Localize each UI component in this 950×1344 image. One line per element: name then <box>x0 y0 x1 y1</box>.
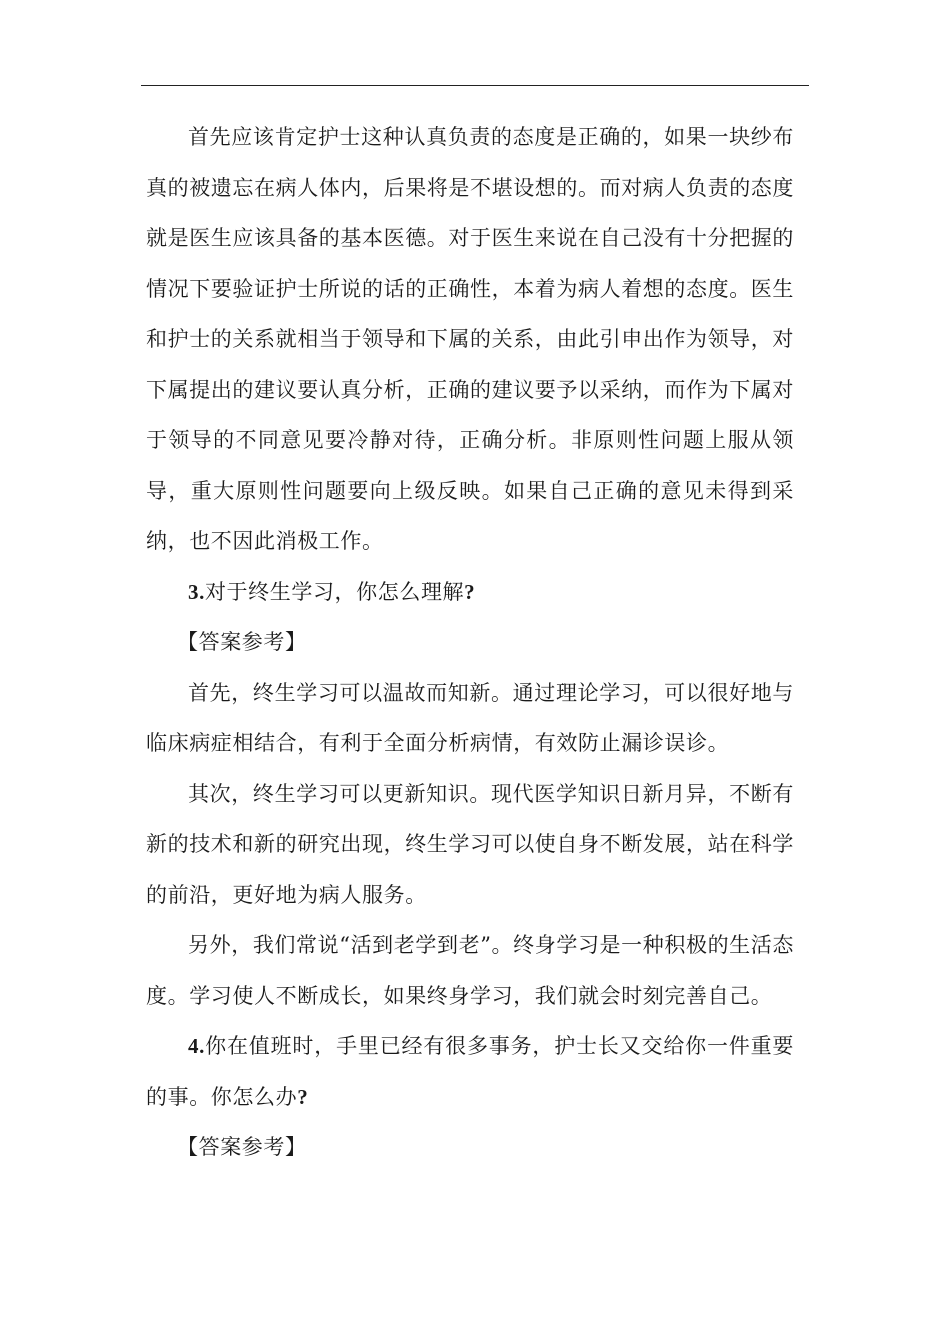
answer-label-2: 【答案参考】 <box>177 1135 307 1159</box>
question-4-number: 4. <box>188 1034 205 1058</box>
question-3-text: 对于终生学习，你怎么理解 <box>204 579 465 604</box>
answer-label-1: 【答案参考】 <box>177 630 307 654</box>
header-rule <box>141 85 809 86</box>
question-3-mark: ? <box>464 579 476 604</box>
paragraph-4: 另外，我们常说“活到老学到老”。终身学习是一种积极的生活态度。学习使人不断成长，如果终身学习，我们就会时刻完善自己。 <box>146 933 794 1008</box>
paragraph-3: 其次，终生学习可以更新知识。现代医学知识日新月异，不断有新的技术和新的研究出现，终生学习可以使自身不断发展，站在科学的前沿，更好地为病人服务。 <box>146 781 794 907</box>
question-4-mark: ? <box>297 1084 309 1109</box>
question-4 <box>146 1021 794 1122</box>
question-3 <box>146 567 794 618</box>
paragraph-2: 首先，终生学习可以温故而知新。通过理论学习，可以很好地与临床病症相结合，有利于全面分析病情，有效防止漏诊误诊。 <box>146 680 794 755</box>
paragraph-1: 首先应该肯定护士这种认真负责的态度是正确的，如果一块纱布真的被遗忘在病人体内，后果将是不堪设想的。而对病人负责的态度就是医生应该具备的基本医德。对于医生来说在自己没有十分把握的情况下要验证护士所说的话的正确性，本着为病人着想的态度。医生和护士的关系就相当于领导和下属的关系，由此引申出作为领导，对下属提出的建议要认真分析，正确的建议要予以采纳，而作为下属对于领导的不同意见要冷静对待，正确分析。非原则性问题上服从领导，重大原则性问题要向上级反映。如果自己正确的意见未得到采纳，也不因此消极工作。 <box>146 125 794 553</box>
question-4-text: 你在值班时，手里已经有很多事务，护士长又交给你一件重要的事。你怎么办 <box>146 1034 794 1109</box>
document-body <box>146 112 794 1173</box>
question-3-number: 3. <box>188 579 205 604</box>
